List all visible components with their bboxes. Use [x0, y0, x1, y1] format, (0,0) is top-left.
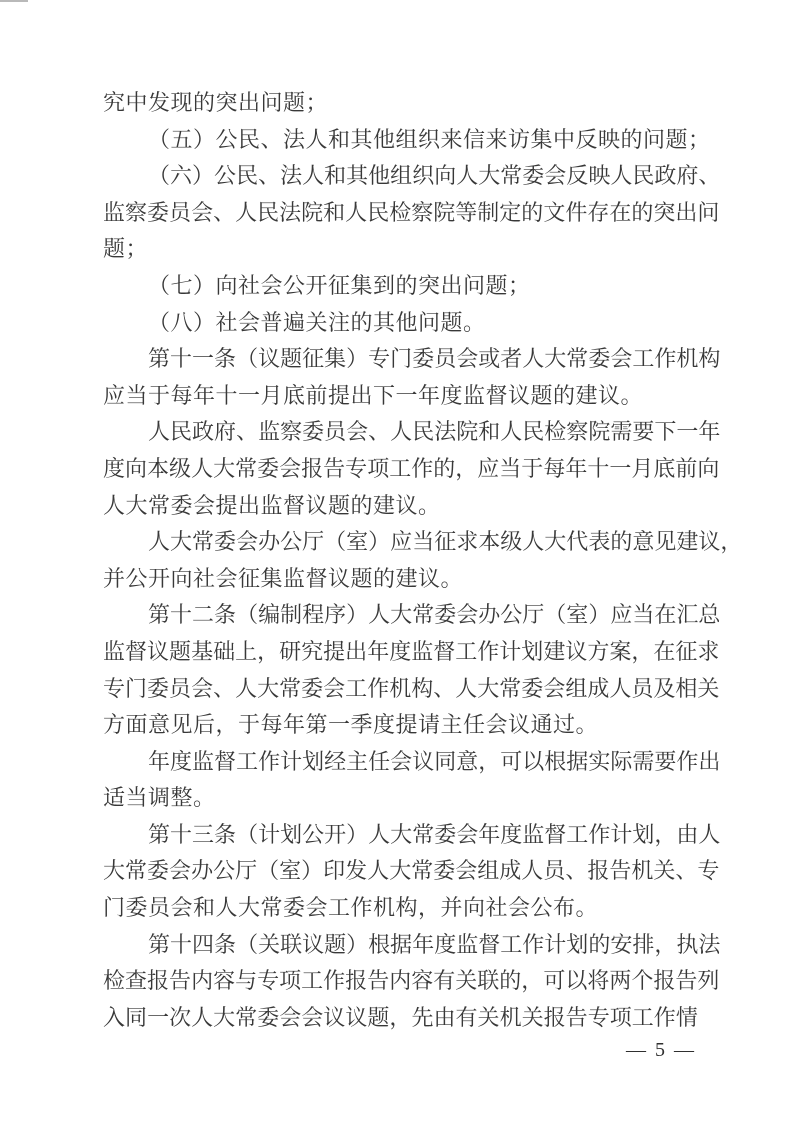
text-line: 专 门 委 员 会 、 人 大 常 委 会 工 作 机 构 、 人 大 常 委 会 组 成 人 员 及 相 关	[103, 675, 720, 701]
scan-artifact-mark	[0, 0, 28, 2]
text-line: 方面意见后，于每年第一季度提请主任会议通过。	[103, 712, 599, 738]
text-line: （七）向社会公开征集到的突出问题；	[148, 272, 531, 298]
text-line: 第 十 三 条 （ 计 划 公 开 ） 人 大 常 委 会 年 度 监 督 工 作 计 划 ， 由 人	[148, 821, 721, 847]
text-line: 入 同 一 次 人 大 常 委 会 会 议 议 题 ， 先 由 有 关 机 关 报 告 专 项 工 作 情	[103, 1004, 698, 1030]
text-line: （ 六 ） 公 民 、 法 人 和 其 他 组 织 向 人 大 常 委 会 反 映 人 民 政 府 、	[148, 163, 721, 189]
text-line: 年 度 监 督 工 作 计 划 经 主 任 会 议 同 意 ， 可 以 根 据 实 际 需 要 作 出	[148, 748, 721, 774]
text-line: 度 向 本 级 人 大 常 委 会 报 告 专 项 工 作 的 ， 应 当 于 每 年 十 一 月 底 前 向	[103, 455, 720, 481]
text-line: （五）公民、法人和其他组织来信来访集中反映的问题；	[148, 126, 711, 152]
text-line: 究中发现的突出问题；	[103, 90, 329, 115]
text-line: 第 十 一 条 （ 议 题 征 集 ） 专 门 委 员 会 或 者 人 大 常 委 会 工 作 机 构	[148, 346, 721, 372]
text-line: 第 十 二 条 （ 编 制 程 序 ） 人 大 常 委 会 办 公 厅 （ 室 ） 应 当 在 汇 总	[148, 602, 721, 628]
text-line: 应当于每年十一月底前提出下一年度监督议题的建议。	[103, 382, 644, 408]
text-line: 人 大 常 委 会 办 公 厅 （ 室 ） 应 当 征 求 本 级 人 大 代 表 的 意 见 建 议 ，	[148, 529, 743, 555]
document-body	[103, 85, 743, 1036]
text-line: 监 督 议 题 基 础 上 ， 研 究 提 出 年 度 监 督 工 作 计 划 建 议 方 案 ， 在 征 求	[103, 638, 720, 664]
text-line: 人 民 政 府 、 监 察 委 员 会 、 人 民 法 院 和 人 民 检 察 院 需 要 下 一 年	[148, 419, 721, 445]
text-line: 检 查 报 告 内 容 与 专 项 工 作 报 告 内 容 有 关 联 的 ， 可 以 将 两 个 报 告 列	[103, 968, 720, 994]
text-line: 人大常委会提出监督议题的建议。	[103, 492, 441, 518]
text-line: 第 十 四 条 （ 关 联 议 题 ） 根 据 年 度 监 督 工 作 计 划 的 安 排 ， 执 法	[148, 931, 721, 957]
text-line: 适当调整。	[103, 785, 216, 811]
text-line: 门委员会和人大常委会工作机构，并向社会公布。	[103, 895, 599, 921]
text-line: 监 察 委 员 会 、 人 民 法 院 和 人 民 检 察 院 等 制 定 的 文 件 存 在 的 突 出 问	[103, 199, 720, 225]
text-line: 题；	[103, 236, 149, 262]
text-line: 大 常 委 会 办 公 厅 （ 室 ） 印 发 人 大 常 委 会 组 成 人 员 、 报 告 机 关 、 专	[103, 858, 720, 884]
text-line: 并公开向社会征集监督议题的建议。	[103, 565, 464, 591]
text-line: （八）社会普遍关注的其他问题。	[148, 309, 486, 335]
page-number: — 5 —	[626, 1039, 696, 1061]
